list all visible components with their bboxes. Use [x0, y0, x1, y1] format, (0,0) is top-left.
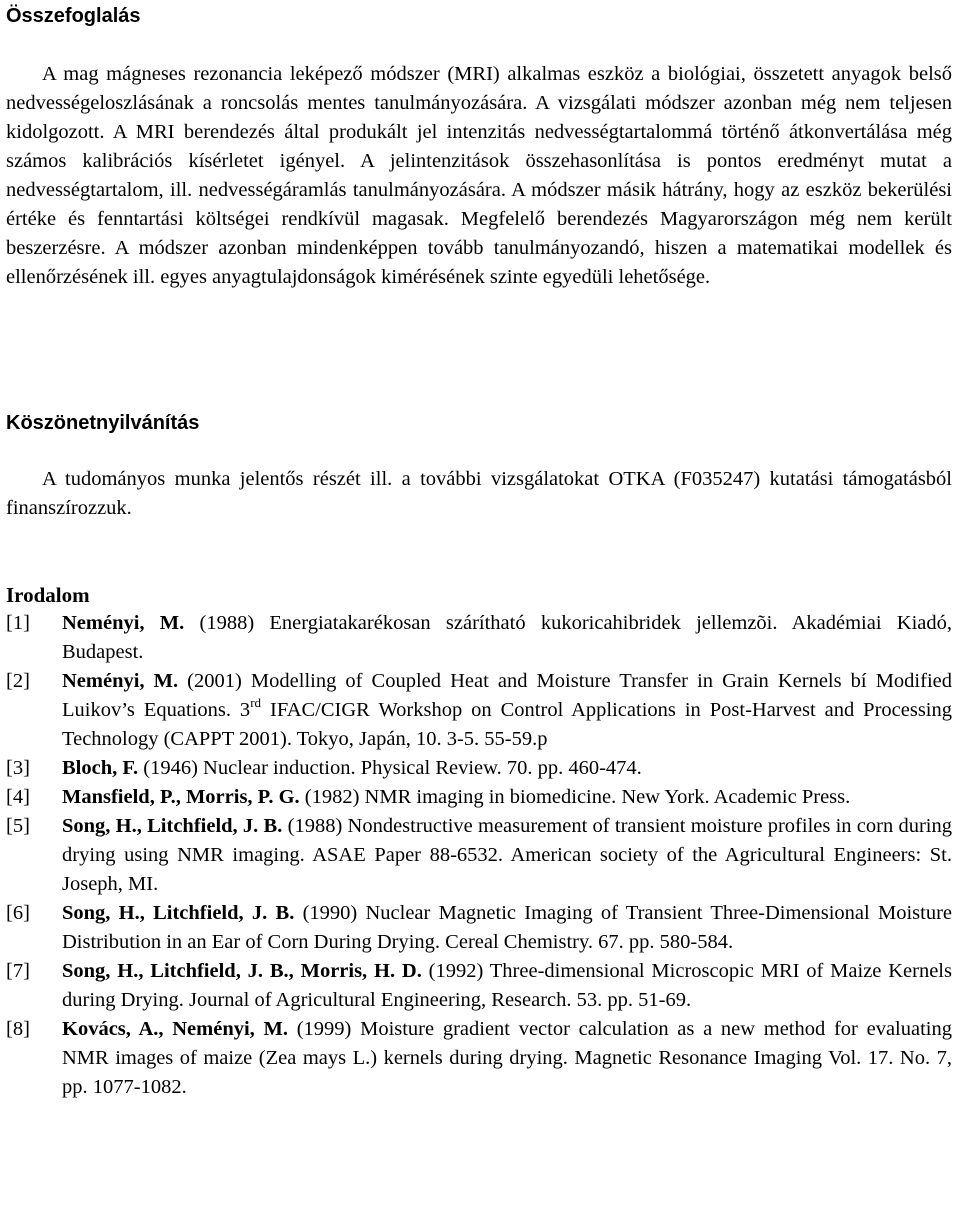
references-heading: Irodalom [6, 583, 90, 607]
reference-text-continued: IFAC/CIGR Workshop on Control Applications in Post-Harvest and Processing Technology (CAPPT 2001). Tokyo, Japán, 10. 3-5. 55-59.p [62, 699, 952, 750]
reference-item-2 [6, 667, 952, 754]
summary-paragraph: A mag mágneses rezonancia leképező módszer (MRI) alkalmas eszköz a biológiai, összetett anyagok belső nedvességeloszlásának a roncsolás mentes tanulmányozására. A vizsgálati módszer azonban még nem teljesen kidolgozott. A MRI berendezés által produkált jel intenzitás nedvességtartalommá történő átkonvertálása még számos kalibrációs kísérletet igényel. A jelintenzitások összehasonlítása is pontos eredményt mutat a nedvességtartalom, ill. nedvességáramlás tanulmányozására. A módszer másik hátrány, hogy az eszköz bekerülési értéke és fenntartási költségei rendkívül magasak. Megfelelő berendezés Magyarországon még nem került beszerzésre. A módszer azonban mindenképpen tovább tanulmányozandó, hiszen a matematikai modellek és ellenőrzésének ill. egyes anyagtulajdonságok kimérésének szinte egyedüli lehetősége. [6, 63, 952, 288]
reference-authors: Kovács, A., Neményi, M. [62, 1018, 288, 1040]
reference-number: [2] [6, 670, 30, 692]
reference-authors: Neményi, M. [62, 670, 179, 692]
reference-item-4 [6, 783, 952, 812]
reference-item-1 [6, 609, 952, 667]
reference-item-8 [6, 1015, 952, 1102]
reference-authors: Neményi, M. [62, 612, 185, 634]
reference-number: [1] [6, 612, 30, 634]
reference-number: [8] [6, 1018, 30, 1040]
reference-authors: Song, H., Litchfield, J. B., Morris, H. D. [62, 960, 422, 982]
reference-text: (1999) Moisture gradient vector calculation as a new method for evaluating NMR images of maize (Zea mays L.) kernels during drying. Magnetic Resonance Imaging Vol. 17. No. 7, pp. 1077-1082. [62, 1018, 952, 1098]
reference-authors: Bloch, F. [62, 757, 139, 779]
reference-text: (1992) Three-dimensional Microscopic MRI of Maize Kernels during Drying. Journal of Agricultural Engineering, Research. 53. pp. 51-69. [62, 960, 952, 1011]
reference-item-5 [6, 812, 952, 899]
reference-number: [6] [6, 902, 30, 924]
reference-text: (1988) Nondestructive measurement of transient moisture profiles in corn during drying using NMR imaging. ASAE Paper 88-6532. American society of the Agricultural Engineers: St. Joseph, MI. [62, 815, 952, 895]
reference-text: (1988) Energiatakarékosan szárítható kukoricahibridek jellemzõi. Akadémiai Kiadó, Budapest. [62, 612, 952, 663]
reference-number: [4] [6, 786, 30, 808]
reference-authors: Song, H., Litchfield, J. B. [62, 815, 283, 837]
reference-item-3 [6, 754, 952, 783]
summary-heading: Összefoglalás [6, 5, 141, 27]
reference-text: (1946) Nuclear induction. Physical Review. 70. pp. 460-474. [138, 757, 642, 779]
reference-text: (1982) NMR imaging in biomedicine. New York. Academic Press. [299, 786, 851, 808]
acknowledgement-heading: Köszönetnyilvánítás [6, 412, 200, 434]
reference-authors: Song, H., Litchfield, J. B. [62, 902, 295, 924]
acknowledgement-paragraph: A tudományos munka jelentős részét ill. a további vizsgálatokat OTKA (F035247) kutatási támogatásból finanszírozzuk. [6, 468, 952, 519]
reference-text: (1990) Nuclear Magnetic Imaging of Transient Three-Dimensional Moisture Distribution in an Ear of Corn During Drying. Cereal Chemistry. 67. pp. 580-584. [62, 902, 952, 953]
reference-text: (2001) Modelling of Coupled Heat and Moisture Transfer in Grain Kernels bí Modified Luikov’s Equations. 3 [62, 670, 952, 721]
reference-superscript: rd [250, 695, 262, 710]
reference-item-7 [6, 957, 952, 1015]
reference-authors: Mansfield, P., Morris, P. G. [62, 786, 300, 808]
reference-item-6 [6, 899, 952, 957]
reference-number: [5] [6, 815, 30, 837]
reference-number: [7] [6, 960, 30, 982]
reference-list [6, 609, 952, 1102]
reference-number: [3] [6, 757, 30, 779]
